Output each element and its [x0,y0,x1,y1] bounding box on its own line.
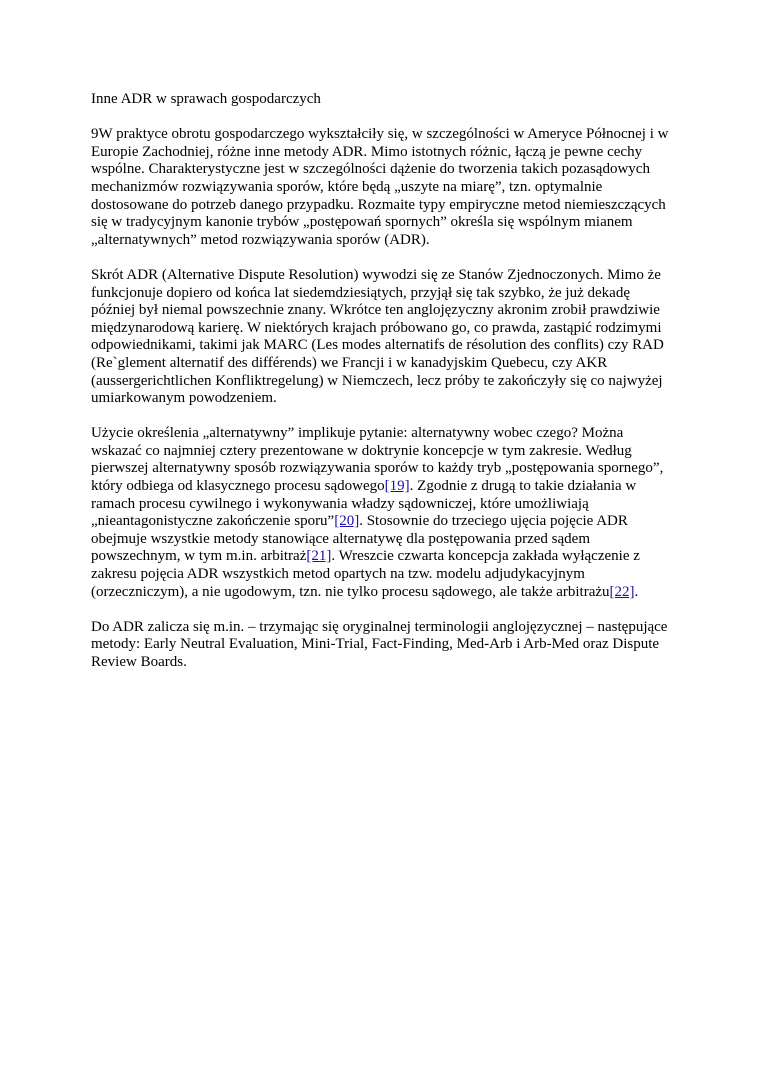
footnote-link[interactable]: [19] [384,478,410,495]
footnote-link[interactable]: [22] [609,583,635,600]
footnote-link[interactable]: [21] [306,548,332,565]
paragraph-text: Skrót ADR (Alternative Dispute Resolution) wywodzi się ze Stanów Zjednoczonych. Mimo że funkcjonuje dopiero od końca lat siedemdziesiątych, przyjął się tak szybko, że już dekadę później był niemal powszechnie znany. Wkrótce ten anglojęzyczny akronim zrobił prawdziwie międzynarodową karierę. W niektórych krajach próbowano go, co prawda, zastąpić rodzimymi odpowiednikami, takimi jak MARC (Les modes alternatifs de résolution des conflits) czy RAD (Re`glement alternatif des différends) we Francji i w kanadyjskim Quebecu, czy AKR (aussergerichtlichen Konfliktregelung) w Niemczech, lecz próby te zakończyły się co najwyżej umiarkowanym powodzeniem. [91,266,664,407]
paragraph [91,425,674,601]
paragraph [91,619,674,672]
document-page [91,91,674,689]
paragraph-text: Użycie określenia „alternatywny” implikuje pytanie: alternatywny wobec czego? Można wskazać co najmniej cztery prezentowane w doktrynie koncepcje w tym zakresie. Według pierwszej alternatywny sposób rozwiązywania sporów to każdy tryb „postępowania spornego”, który odbiega od klasycznego procesu sądowego [91,425,664,495]
document-body [91,126,674,671]
paragraph-text: . [634,583,639,600]
paragraph [91,126,674,249]
footnote-link[interactable]: [20] [334,513,360,530]
paragraph-text: 9W praktyce obrotu gospodarczego wykształciły się, w szczególności w Ameryce Północnej i w Europie Zachodniej, różne inne metody ADR. Mimo istotnych różnic, łączą je pewne cechy wspólne. Charakterystyczne jest w szczególności dążenie do tworzenia takich pozasądowych mechanizmów rozwiązywania sporów, które będą „uszyte na miarę”, tzn. optymalnie dostosowane do potrzeb danego przypadku. Rozmaite typy empiryczne metod niemieszczących się w tradycyjnym kanonie trybów „postępowań spornych” określa się wspólnym mianem „alternatywnych” metod rozwiązywania sporów (ADR). [91,126,669,248]
section-heading: Inne ADR w sprawach gospodarczych [91,91,321,107]
paragraph-text: . Stosownie do trzeciego ujęcia pojęcie ADR obejmuje wszystkie metody stanowiące alternatywę dla postępowania przed sądem powszechnym, w tym m.in. arbitraż [91,513,628,565]
paragraph-text: Do ADR zalicza się m.in. – trzymając się oryginalnej terminologii anglojęzycznej – następujące metody: Early Neutral Evaluation, Mini-Trial, Fact-Finding, Med-Arb i Arb-Med oraz Dispute Review Boards. [91,618,668,670]
paragraph-text: . Zgodnie z drugą to takie działania w ramach procesu cywilnego i wykonywania władzy sądowniczej, które umożliwiają „nieantagonistyczne zakończenie sporu” [91,478,637,530]
paragraph-text: . Wreszcie czwarta koncepcja zakłada wyłączenie z zakresu pojęcia ADR wszystkich metod opartych na tzw. modelu adjudykacyjnym (orzeczniczym), a nie ugodowym, tzn. nie tylko procesu sądowego, ale także arbitrażu [91,548,640,600]
paragraph [91,267,674,408]
